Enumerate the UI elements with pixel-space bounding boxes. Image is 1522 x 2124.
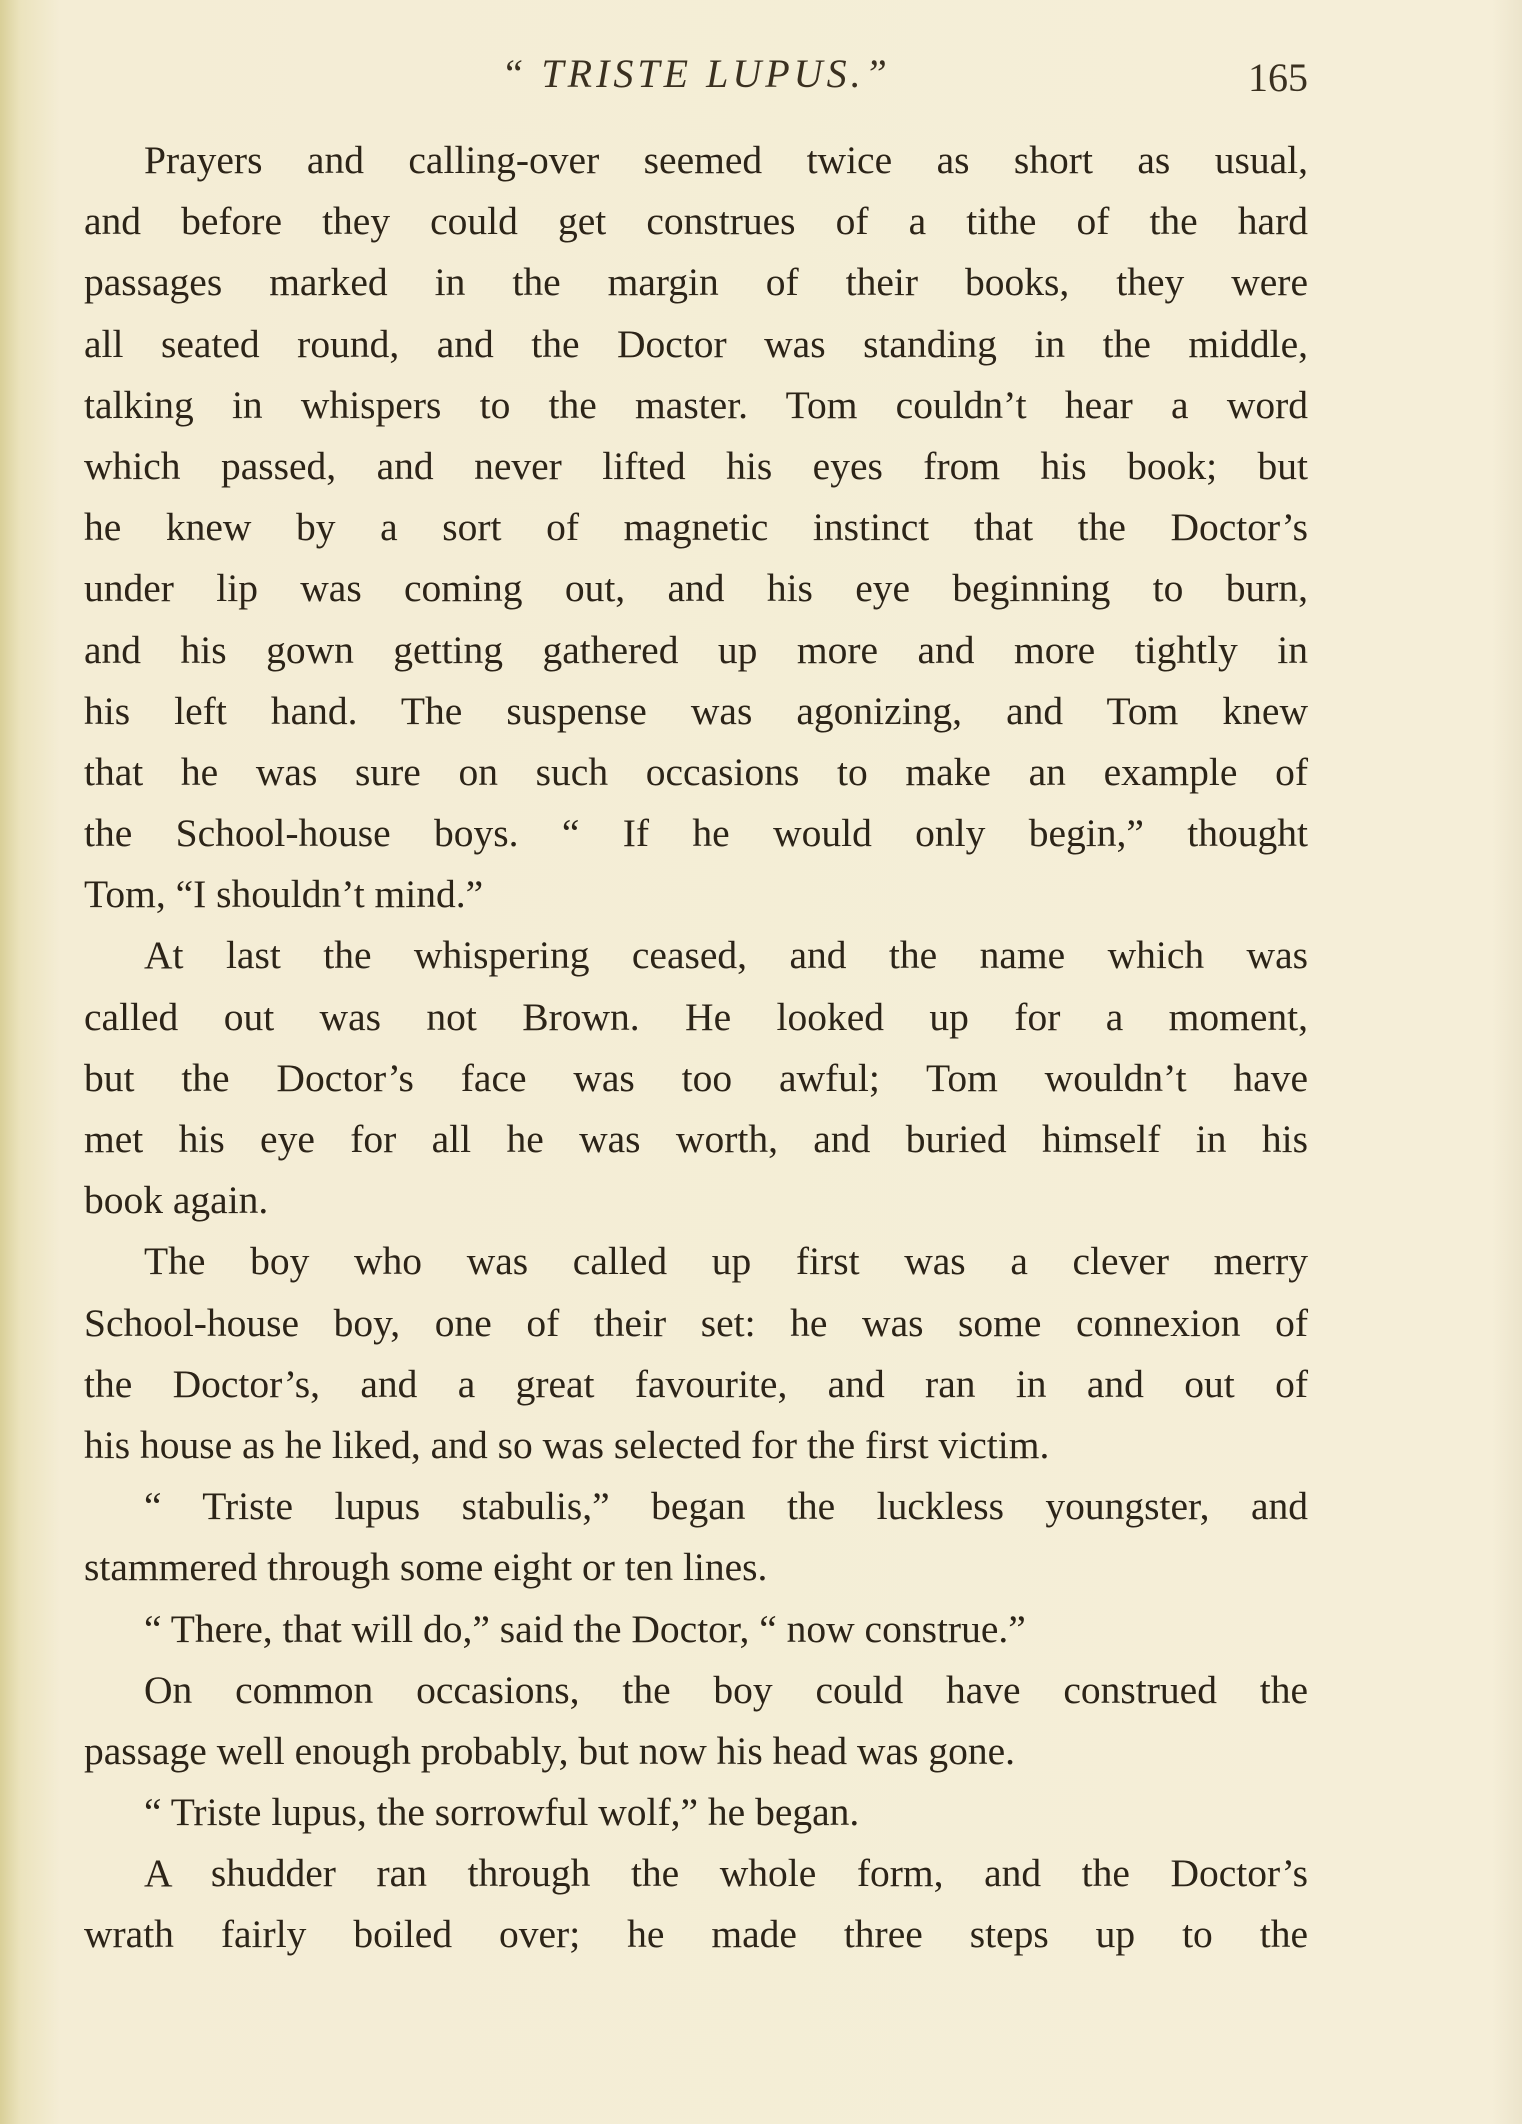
text-line: that he was sure on such occasions to make an example of bbox=[84, 749, 1308, 794]
page-header bbox=[84, 50, 1308, 100]
text-line: which passed, and never lifted his eyes from his book; but bbox=[84, 443, 1308, 488]
text-line: but the Doctor’s face was too awful; Tom wouldn’t have bbox=[84, 1055, 1308, 1100]
text-line: “ Triste lupus stabulis,” began the luckless youngster, and bbox=[144, 1484, 1308, 1529]
text-line: and before they could get construes of a tithe of the hard bbox=[84, 199, 1308, 244]
text-line: met his eye for all he was worth, and buried himself in his bbox=[84, 1117, 1308, 1161]
running-title: “ TRISTE LUPUS.” bbox=[501, 51, 891, 96]
text-line: his left hand. The suspense was agonizing, and Tom knew bbox=[84, 688, 1308, 733]
text-line: On common occasions, the boy could have construed the bbox=[144, 1667, 1308, 1712]
text-line: Prayers and calling-over seemed twice as short as usual, bbox=[144, 138, 1308, 182]
page-number: 165 bbox=[1248, 55, 1308, 100]
text-line: A shudder ran through the whole form, and the Doctor’s bbox=[144, 1851, 1308, 1896]
text-line: “ There, that will do,” said the Doctor, “ now construe.” bbox=[144, 1606, 1026, 1651]
text-line: under lip was coming out, and his eye beginning to burn, bbox=[84, 566, 1308, 611]
text-line: and his gown getting gathered up more and more tightly in bbox=[84, 627, 1308, 672]
text-line: all seated round, and the Doctor was standing in the middle, bbox=[84, 321, 1308, 366]
text-line: At last the whispering ceased, and the name which was bbox=[144, 933, 1308, 978]
text-line: School-house boy, one of their set: he was some connexion of bbox=[84, 1300, 1308, 1345]
text-line: the School-house boys. “ If he would only begin,” thought bbox=[84, 811, 1308, 856]
text-line: stammered through some eight or ten lines. bbox=[84, 1545, 768, 1590]
text-line: passage well enough probably, but now his head was gone. bbox=[84, 1728, 1015, 1773]
text-line: wrath fairly boiled over; he made three steps up to the bbox=[84, 1912, 1308, 1957]
text-line: Tom, “I shouldn’t mind.” bbox=[84, 872, 484, 917]
text-line: his house as he liked, and so was selected for the first victim. bbox=[84, 1422, 1050, 1467]
text-line: passages marked in the margin of their books, they were bbox=[84, 260, 1308, 305]
text-line: talking in whispers to the master. Tom couldn’t hear a word bbox=[84, 382, 1308, 427]
text-line: book again. bbox=[84, 1178, 269, 1223]
body-text bbox=[84, 130, 1308, 1966]
text-line: called out was not Brown. He looked up for a moment, bbox=[84, 994, 1308, 1039]
text-line: he knew by a sort of magnetic instinct that the Doctor’s bbox=[84, 505, 1308, 550]
text-line: the Doctor’s, and a great favourite, and ran in and out of bbox=[84, 1361, 1308, 1406]
text-line: “ Triste lupus, the sorrowful wolf,” he began. bbox=[144, 1790, 860, 1835]
text-line: The boy who was called up first was a clever merry bbox=[144, 1239, 1308, 1284]
